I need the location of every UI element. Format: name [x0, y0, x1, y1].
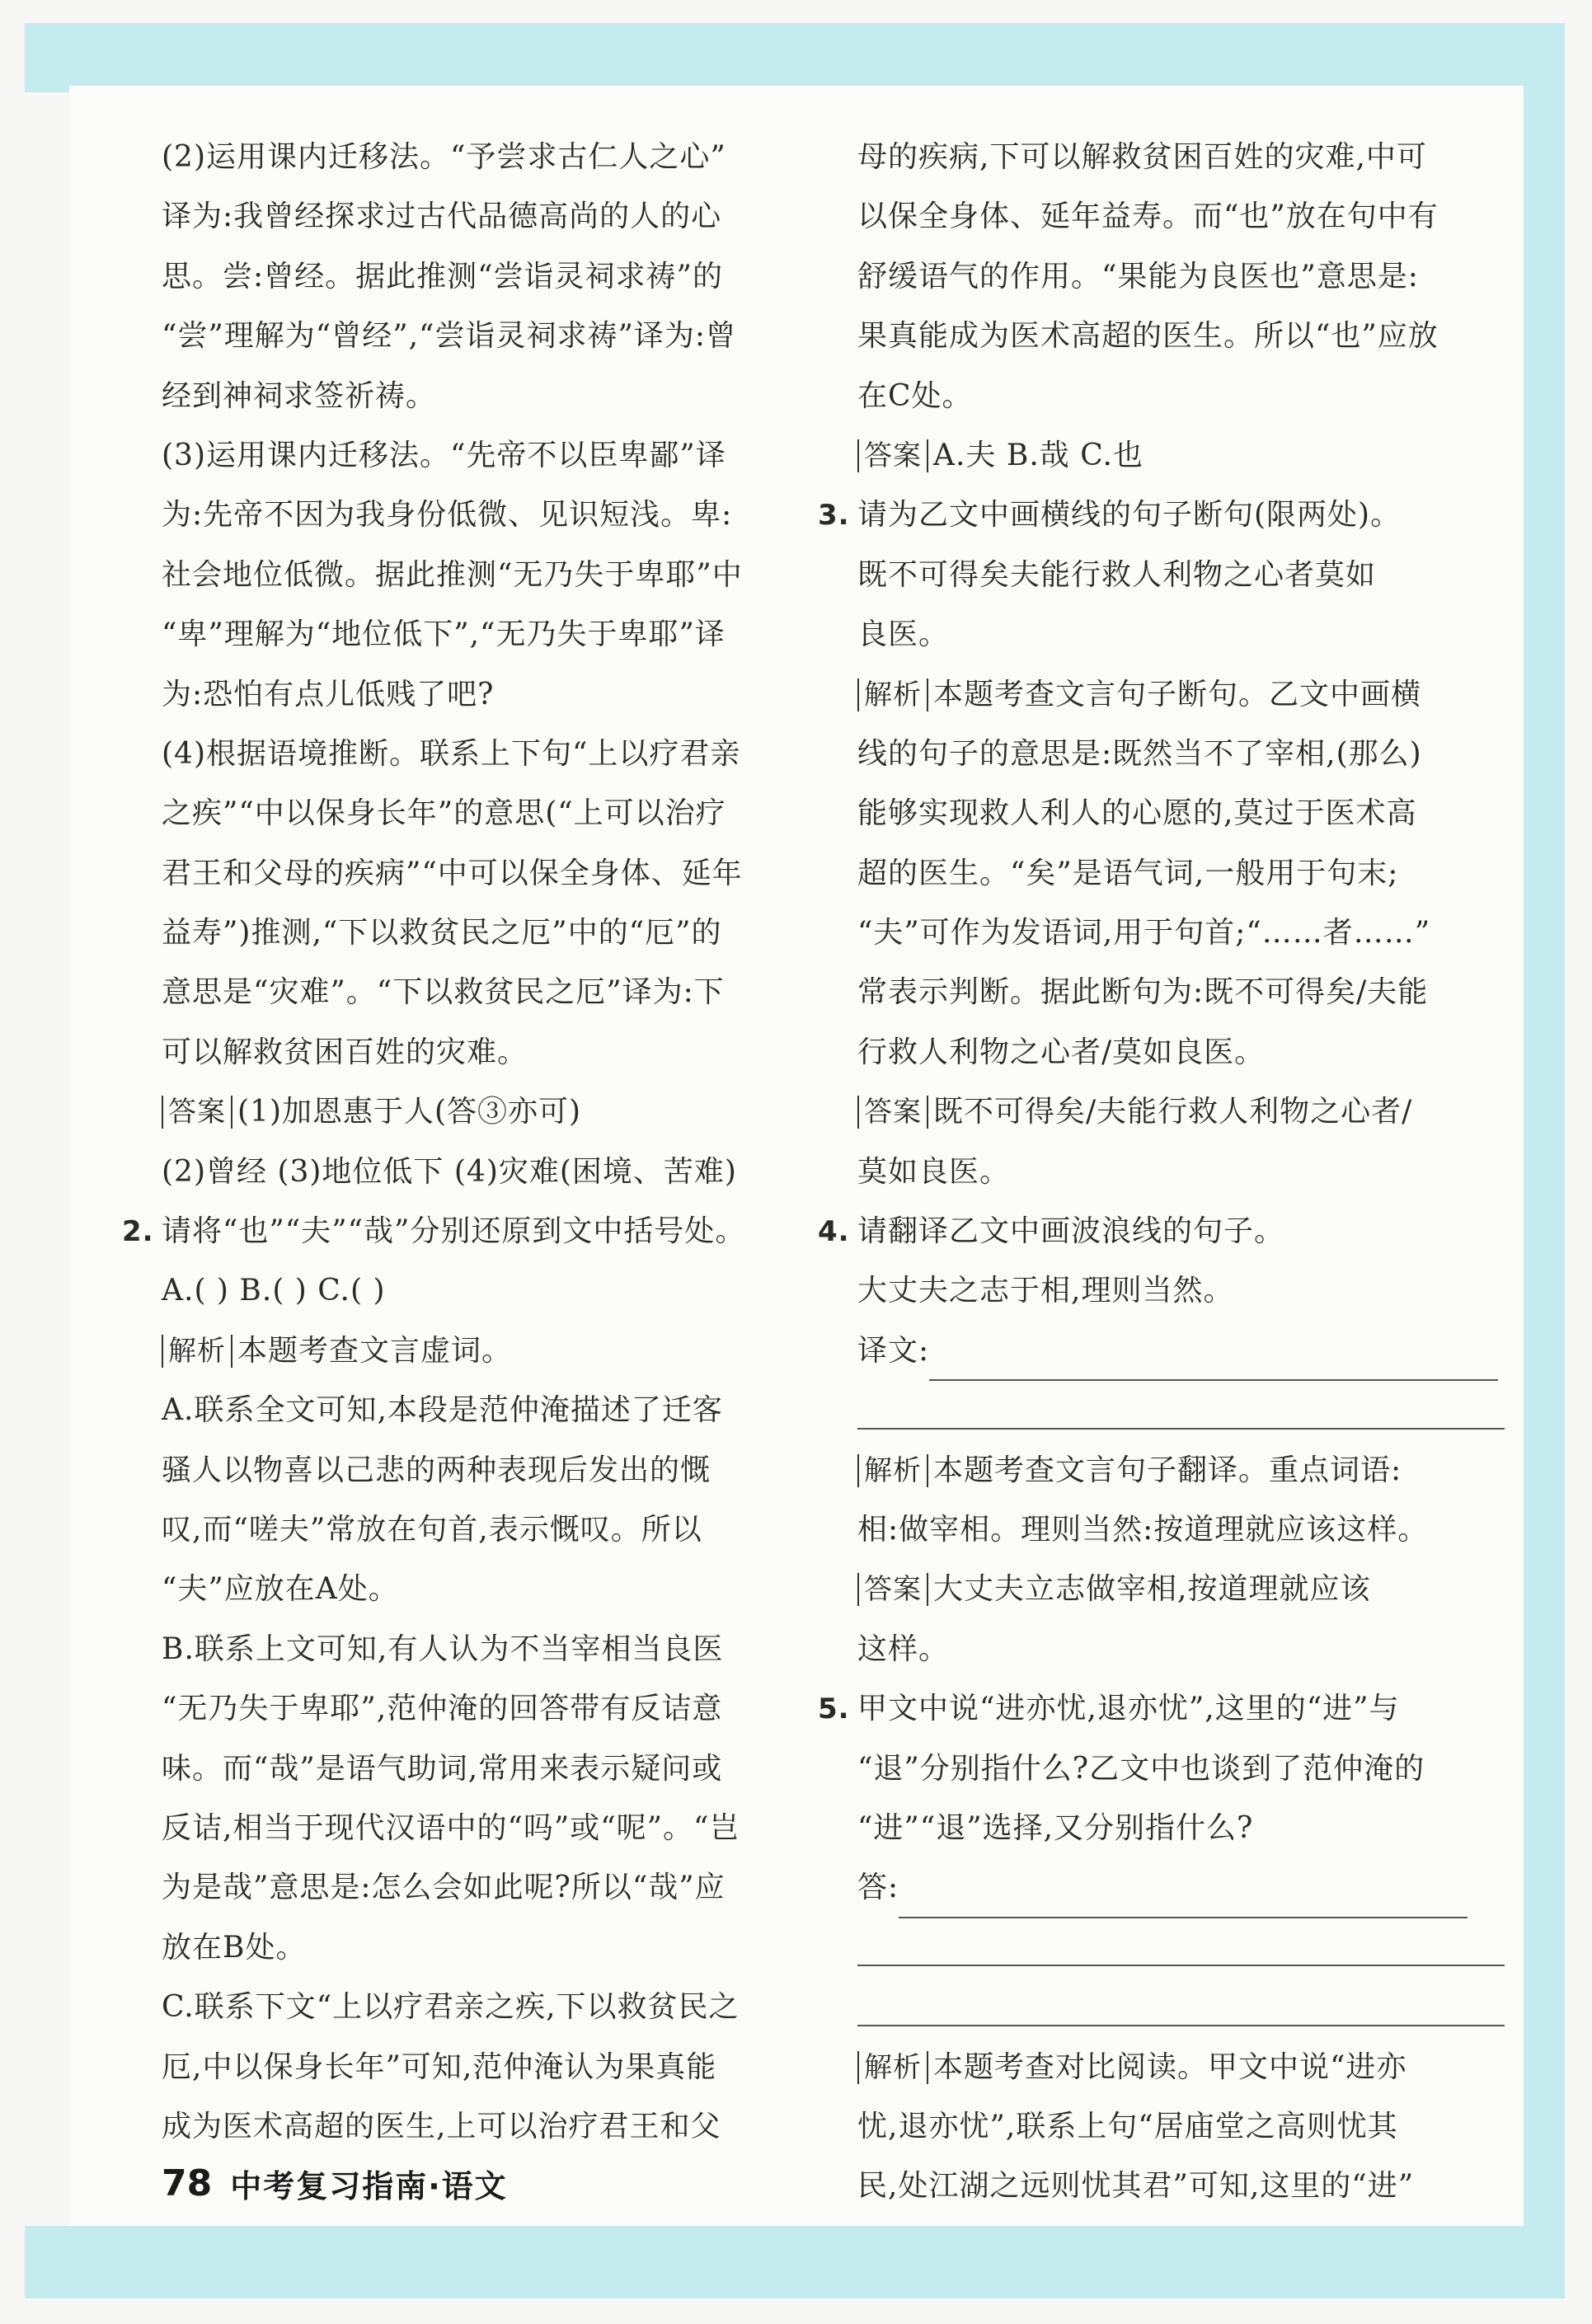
line-text: 常表示判断。据此断句为:既不可得矣/夫能 — [857, 975, 1429, 1010]
text-line — [162, 1978, 805, 2037]
line-text: “夫”应放在A处。 — [162, 1572, 399, 1607]
line-text: “卑”理解为“地位低下”,“无乃失于卑耶”译 — [162, 617, 726, 652]
line-text: 在C处。 — [857, 378, 973, 413]
line-text: 为:先帝不因为我身份低微、见识短浅。卑: — [162, 498, 733, 533]
text-line — [857, 2097, 1529, 2157]
question-number: 5. — [818, 1693, 850, 1726]
line-text: 本题考查对比阅读。甲文中说“进亦 — [933, 2049, 1407, 2084]
line-text: (3)运用课内迁移法。“先帝不以臣卑鄙”译 — [162, 438, 726, 472]
line-text: 社会地位低微。据此推测“无乃失于卑耶”中 — [162, 557, 743, 592]
line-text: 忧,退亦忧”,联系上句“居庙堂之高则忧其 — [857, 2109, 1398, 2143]
text-line — [162, 605, 805, 664]
line-text: “夫”可作为发语词,用于句首;“……者……” — [857, 916, 1431, 951]
text-line — [162, 963, 805, 1022]
question-line — [818, 1202, 1529, 1261]
labeled-line — [857, 665, 1529, 725]
line-text: 行救人利物之心者/莫如良医。 — [857, 1035, 1266, 1069]
top-color-band — [25, 23, 1565, 92]
section-tag: 答案 — [857, 1573, 928, 1606]
question-number: 3. — [818, 499, 850, 533]
line-text: “尝”理解为“曾经”,“尝诣灵祠求祷”译为:曾 — [162, 319, 736, 354]
line-text: 母的疾病,下可以解救贫困百姓的灾难,中可 — [857, 140, 1427, 174]
line-text: 反诘,相当于现代汉语中的“吗”或“呢”。“岂 — [162, 1810, 740, 1845]
answer-blank-line — [857, 1918, 1529, 1978]
text-line — [162, 784, 805, 843]
text-line — [162, 187, 805, 246]
section-tag: 解析 — [857, 2051, 928, 2084]
book-title: 中考复习指南·语文 — [230, 2167, 508, 2204]
section-tag: 答案 — [162, 1096, 232, 1129]
text-line — [162, 665, 805, 725]
text-line — [162, 2097, 805, 2157]
section-tag: 解析 — [162, 1335, 232, 1368]
text-line — [162, 1739, 805, 1799]
line-text: 舒缓语气的作用。“果能为良医也”意思是: — [857, 259, 1419, 293]
text-line — [162, 904, 805, 963]
line-text: B.联系上文可知,有人认为不当宰相当良医 — [162, 1631, 724, 1666]
line-text: 莫如良医。 — [857, 1154, 1011, 1189]
line-text: 大丈夫之志于相,理则当然。 — [857, 1274, 1234, 1308]
answer-fill-line[interactable] — [899, 1880, 1468, 1918]
left-column — [122, 128, 805, 2157]
line-text: (2)运用课内迁移法。“予尝求古仁人之心” — [162, 140, 726, 174]
section-tag: 解析 — [857, 1454, 928, 1487]
text-line — [857, 605, 1529, 664]
line-text: 大丈夫立志做宰相,按道理就应该 — [933, 1572, 1371, 1607]
text-line — [162, 128, 805, 187]
text-line — [162, 247, 805, 307]
text-line — [857, 546, 1529, 605]
text-line — [857, 1500, 1529, 1560]
text-line — [857, 784, 1529, 843]
section-tag: 答案 — [857, 439, 928, 472]
line-text: 请将“也”“夫”“哉”分别还原到文中括号处。 — [162, 1214, 746, 1249]
page-footer — [162, 2158, 508, 2208]
line-text: 叹,而“嗟夫”常放在句首,表示慨叹。所以 — [162, 1512, 702, 1547]
text-line — [162, 546, 805, 605]
text-line — [857, 904, 1529, 963]
text-line — [162, 1381, 805, 1440]
text-line — [857, 1261, 1529, 1321]
section-tag: 解析 — [857, 678, 928, 711]
question-line — [818, 1679, 1529, 1739]
text-line — [162, 1799, 805, 1858]
text-line — [162, 1500, 805, 1560]
page-number: 78 — [162, 2162, 213, 2204]
line-text: (1)加恩惠于人(答③亦可) — [237, 1095, 582, 1129]
text-line — [162, 1858, 805, 1918]
text-line — [162, 1620, 805, 1679]
labeled-line — [857, 1441, 1529, 1500]
labeled-line — [857, 426, 1529, 486]
text-line — [857, 128, 1529, 187]
right-column — [818, 128, 1529, 2217]
text-line — [162, 1560, 805, 1619]
line-text: 思。尝:曾经。据此推测“尝诣灵祠求祷”的 — [162, 259, 723, 293]
text-line — [857, 367, 1529, 426]
line-text: 君王和父母的疾病”“中可以保全身体、延年 — [162, 856, 743, 890]
question-number: 4. — [818, 1215, 850, 1249]
text-line — [162, 1261, 805, 1321]
line-text: 放在B处。 — [162, 1930, 307, 1965]
line-text: 请翻译乙文中画波浪线的句子。 — [857, 1214, 1285, 1249]
text-line — [857, 1023, 1529, 1082]
line-text: 成为医术高超的医生,上可以治疗君王和父 — [162, 2109, 721, 2143]
text-line — [162, 1918, 805, 1978]
line-text: 译为:我曾经探求过古代品德高尚的人的心 — [162, 200, 722, 234]
line-text: A.( ) B.( ) C.( ) — [162, 1274, 386, 1308]
line-text: 这样。 — [857, 1631, 950, 1666]
text-line — [162, 2038, 805, 2097]
right-color-band — [1524, 23, 1565, 2274]
text-line — [857, 963, 1529, 1022]
text-line — [857, 1739, 1529, 1799]
line-text: A.联系全文可知,本段是范仲淹描述了迁客 — [162, 1393, 723, 1428]
line-text: 以保全身体、延年益寿。而“也”放在句中有 — [857, 200, 1439, 234]
line-text: 可以解救贫困百姓的灾难。 — [162, 1035, 528, 1069]
bottom-color-band — [25, 2226, 1565, 2298]
text-line — [162, 725, 805, 784]
text-line — [162, 1441, 805, 1500]
line-text: 既不可得矣/夫能行救人利物之心者/ — [933, 1095, 1413, 1129]
text-line — [162, 426, 805, 486]
labeled-line — [857, 1082, 1529, 1142]
line-text: 味。而“哉”是语气助词,常用来表示疑问或 — [162, 1751, 723, 1786]
question-number: 2. — [122, 1215, 154, 1249]
text-line — [162, 844, 805, 904]
question-line — [818, 486, 1529, 545]
line-text: 民,处江湖之远则忧其君”可知,这里的“进” — [857, 2169, 1415, 2204]
labeled-line — [162, 1322, 805, 1381]
line-text: “无乃失于卑耶”,范仲淹的回答带有反诘意 — [162, 1692, 723, 1726]
line-text: 为:恐怕有点儿低贱了吧? — [162, 677, 495, 711]
question-line — [122, 1202, 805, 1261]
text-line — [857, 1143, 1529, 1202]
line-text: 甲文中说“进亦忧,退亦忧”,这里的“进”与 — [857, 1692, 1400, 1726]
line-text: 经到神祠求签祈祷。 — [162, 378, 437, 413]
line-text: 益寿”)推测,“下以救贫民之厄”中的“厄”的 — [162, 916, 722, 951]
text-line — [162, 1679, 805, 1739]
line-text: 果真能成为医术高超的医生。所以“也”应放 — [857, 319, 1439, 354]
text-line — [857, 247, 1529, 307]
fill-label: 答: — [857, 1871, 899, 1905]
line-text: “退”分别指什么?乙文中也谈到了范仲淹的 — [857, 1751, 1425, 1786]
line-text: 线的句子的意思是:既然当不了宰相,(那么) — [857, 736, 1422, 771]
text-line — [162, 486, 805, 545]
line-text: C.联系下文“上以疗君亲之疾,下以救贫民之 — [162, 1990, 740, 2025]
section-tag: 答案 — [857, 1096, 928, 1129]
line-text: 之疾”“中以保身长年”的意思(“上可以治疗 — [162, 796, 726, 831]
text-line — [162, 1143, 805, 1202]
line-text: 为是哉”意思是:怎么会如此呢?所以“哉”应 — [162, 1871, 726, 1905]
line-text: 既不可得矣夫能行救人利物之心者莫如 — [857, 557, 1377, 592]
line-text: 意思是“灾难”。“下以救贫民之厄”译为:下 — [162, 975, 725, 1010]
line-text: A.夫 B.哉 C.也 — [933, 438, 1144, 472]
text-line — [857, 1858, 1529, 1918]
text-line — [857, 725, 1529, 784]
labeled-line — [857, 1560, 1529, 1619]
labeled-line — [857, 2038, 1529, 2097]
text-line — [857, 307, 1529, 366]
line-text: 本题考查文言虚词。 — [237, 1333, 513, 1368]
line-text: 厄,中以保身长年”可知,范仲淹认为果真能 — [162, 2049, 717, 2084]
labeled-line — [162, 1082, 805, 1142]
text-line — [857, 844, 1529, 904]
answer-blank-line — [857, 1381, 1529, 1440]
text-line — [162, 367, 805, 426]
text-line — [162, 1023, 805, 1082]
line-text: 相:做宰相。理则当然:按道理就应该这样。 — [857, 1512, 1429, 1547]
text-line — [857, 1799, 1529, 1858]
line-text: 能够实现救人利人的心愿的,莫过于医术高 — [857, 796, 1417, 831]
text-line — [857, 2157, 1529, 2216]
text-line — [857, 187, 1529, 246]
line-text: 本题考查文言句子翻译。重点词语: — [933, 1453, 1402, 1487]
line-text: 骚人以物喜以己悲的两种表现后发出的慨 — [162, 1453, 711, 1487]
answer-blank-line — [857, 1978, 1529, 2037]
text-line — [857, 1620, 1529, 1679]
line-text: (4)根据语境推断。联系上下句“上以疗君亲 — [162, 736, 741, 771]
text-line — [162, 307, 805, 366]
line-text: (2)曾经 (3)地位低下 (4)灾难(困境、苦难) — [162, 1154, 737, 1189]
answer-fill-line[interactable] — [929, 1343, 1498, 1381]
line-text: 超的医生。“矣”是语气词,一般用于句末; — [857, 856, 1399, 890]
fill-label: 译文: — [857, 1333, 930, 1368]
line-text: “进”“退”选择,又分别指什么? — [857, 1810, 1254, 1845]
text-line — [857, 1322, 1529, 1381]
line-text: 请为乙文中画横线的句子断句(限两处)。 — [857, 498, 1402, 533]
line-text: 良医。 — [857, 617, 950, 652]
line-text: 本题考查文言句子断句。乙文中画横 — [933, 677, 1422, 711]
